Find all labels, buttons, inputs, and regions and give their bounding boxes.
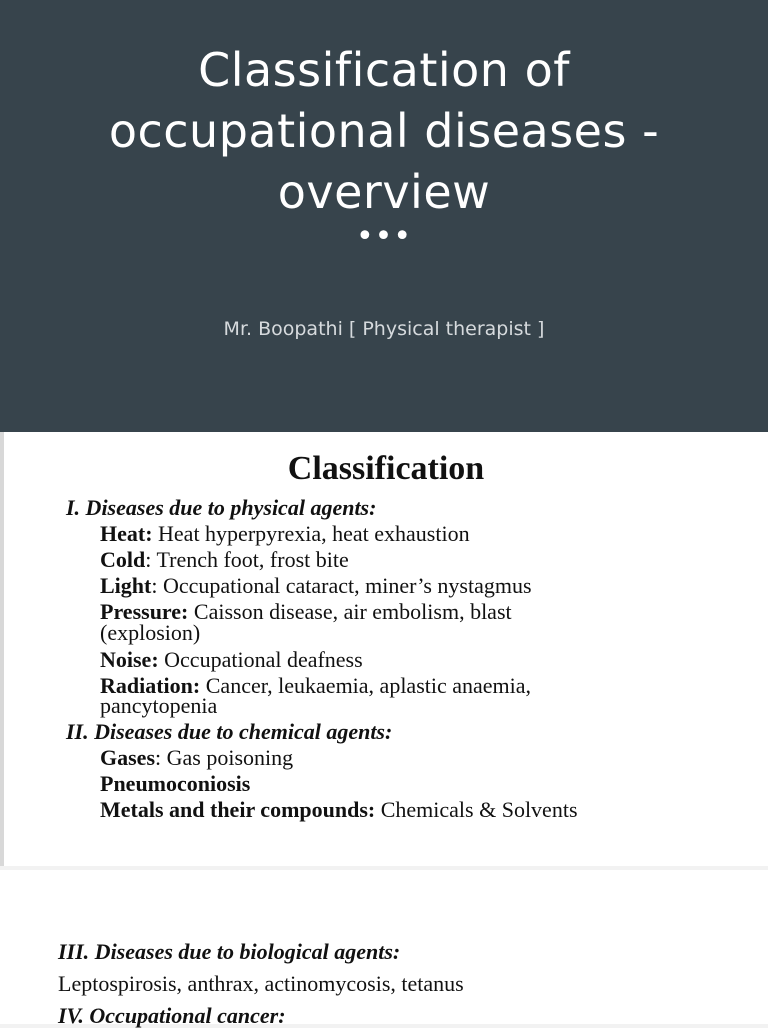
- list-item: [100, 548, 349, 572]
- list-item: [100, 798, 578, 822]
- more-dots-icon: •••: [355, 219, 413, 254]
- item-term: Light: [100, 573, 152, 598]
- item-term: Noise:: [100, 647, 159, 672]
- item-desc: (explosion): [100, 620, 201, 645]
- item-desc: Heat hyperpyrexia, heat exhaustion: [152, 521, 470, 546]
- item-desc: : Occupational cataract, miner’s nystagmus: [151, 573, 532, 598]
- item-term: Metals and their compounds:: [100, 797, 376, 822]
- title-slide: [0, 0, 768, 432]
- list-item: [100, 574, 532, 598]
- item-desc: : Trench foot, frost bite: [145, 547, 349, 572]
- item-term: Heat:: [100, 521, 153, 546]
- presentation-title: [40, 40, 728, 223]
- item-desc: pancytopenia: [100, 693, 218, 718]
- list-item: [100, 746, 293, 770]
- title-line: overview: [277, 165, 491, 219]
- item-term: Gases: [100, 745, 155, 770]
- list-item: [100, 694, 217, 718]
- item-term: Pressure:: [100, 599, 189, 624]
- section-heading: II. Diseases due to chemical agents:: [66, 719, 393, 744]
- item-term: Radiation:: [100, 673, 201, 698]
- classification-slide: [0, 432, 768, 866]
- item-desc: Chemicals & Solvents: [375, 797, 578, 822]
- title-line: Classification of: [198, 43, 570, 97]
- section-heading: IV. Occupational cancer:: [58, 1003, 286, 1028]
- item-term: Pneumoconiosis: [100, 771, 251, 796]
- list-item: [100, 621, 200, 645]
- title-line: occupational diseases -: [108, 104, 660, 158]
- section-heading: I. Diseases due to physical agents:: [66, 495, 377, 520]
- author-subtitle: Mr. Boopathi [ Physical therapist ]: [223, 318, 545, 340]
- item-desc: Cancer, leukaemia, aplastic anaemia,: [200, 673, 532, 698]
- item-desc: : Gas poisoning: [155, 745, 294, 770]
- biological-agents-slide: [0, 870, 768, 1028]
- list-item: [100, 648, 363, 672]
- list-item: Leptospirosis, anthrax, actinomycosis, tetanus: [58, 971, 464, 996]
- item-desc: Caisson disease, air embolism, blast: [188, 599, 512, 624]
- item-desc: Occupational deafness: [158, 647, 363, 672]
- item-term: Cold: [100, 547, 146, 572]
- list-item: [100, 522, 470, 546]
- list-item: [100, 772, 250, 796]
- section-heading: III. Diseases due to biological agents:: [58, 939, 401, 964]
- slide-heading: Classification: [287, 450, 485, 487]
